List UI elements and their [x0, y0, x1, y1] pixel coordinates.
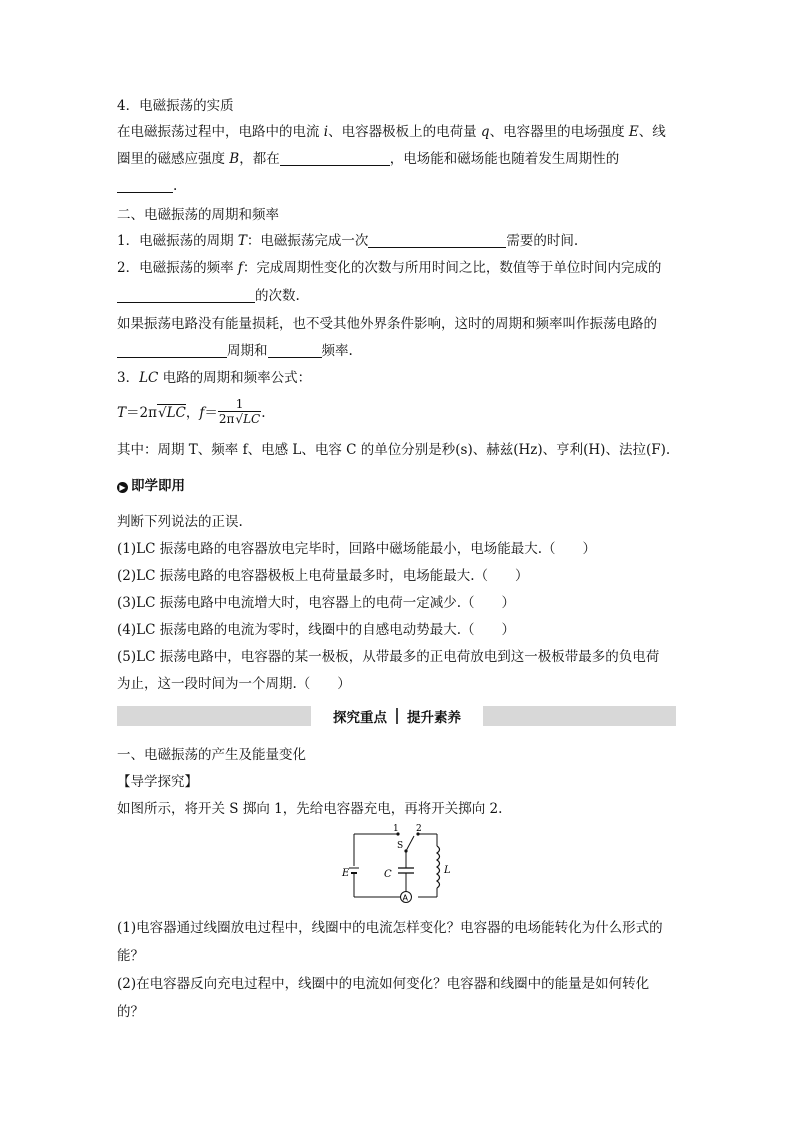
lc-circuit-diagram: [340, 824, 455, 906]
natural-period-paragraph: 如果振荡电路没有能量损耗，也不受其他外界条件影响，这时的周期和频率叫作振荡电路的: [117, 316, 657, 332]
text-run: 周期和: [227, 343, 268, 359]
section-4-paragraph-line-3: [117, 176, 177, 196]
symbol-LC: LC: [139, 370, 159, 386]
fill-blank[interactable]: [117, 343, 227, 358]
symbol-E: E: [628, 124, 639, 140]
text-run: 、线: [638, 124, 666, 140]
play-icon: ▶: [117, 482, 128, 493]
ammeter-label-A: A: [402, 893, 408, 903]
banner-left-text: 探究重点: [333, 710, 387, 726]
text-run: ：完成周期性变化的次数与所用时间之比，数值等于单位时间内完成的: [242, 260, 662, 276]
practice-item-3[interactable]: (3)LC 振荡电路中电流增大时，电容器上的电荷一定减少.（ ）: [117, 595, 515, 611]
practice-intro: 判断下列说法的正误.: [117, 514, 243, 530]
practice-title: 即学即用: [131, 478, 185, 494]
text-run: ，电场能和磁场能也随着发生周期性的: [389, 151, 620, 167]
banner-divider: [396, 708, 398, 724]
symbol-i: i: [323, 124, 329, 140]
switch-blade: [406, 836, 414, 851]
symbol-T: T: [117, 405, 127, 421]
period-frequency-formula: [117, 398, 266, 428]
natural-period-paragraph-cont: [117, 341, 353, 361]
question-2-line-1: (2)在电容器反向充电过程中，线圈中的电流如何变化？电容器和线圈中的能量是如何转化: [117, 976, 650, 992]
text-run: 2π: [218, 411, 235, 426]
fill-blank[interactable]: [280, 151, 390, 166]
practice-item-5-cont[interactable]: 为止，这一段时间为一个周期.（ ）: [117, 676, 351, 692]
text-run: ，都在: [239, 151, 280, 167]
fill-blank[interactable]: [368, 233, 506, 248]
text-run: 在电磁振荡过程中，电路中的电流: [117, 124, 324, 140]
question-1-line-2: 能？: [117, 948, 144, 964]
symbol-LC: LC: [166, 405, 186, 421]
text-run: .: [261, 405, 266, 421]
fill-blank[interactable]: [117, 288, 255, 303]
fill-blank[interactable]: [117, 178, 173, 193]
text-run: 的次数.: [255, 288, 300, 304]
symbol-q: q: [480, 124, 490, 140]
switch-label-2: 2: [416, 824, 422, 834]
text-run: ＝2π: [126, 405, 157, 421]
sqrt-LC: √LC: [157, 405, 186, 421]
text-run: .: [173, 178, 178, 194]
text-run: ＝: [204, 405, 218, 421]
symbol-T: T: [237, 233, 247, 249]
fraction: [218, 398, 261, 426]
section-2-heading: 二、电磁振荡的周期和频率: [117, 207, 279, 223]
symbol-LC: LC: [243, 411, 261, 426]
text-run: 圈里的磁感应强度: [117, 151, 230, 167]
inductor-label-L: L: [444, 865, 451, 876]
period-definition: [117, 231, 578, 251]
units-note: 其中：周期 T、频率 f、电感 L、电容 C 的单位分别是秒(s)、赫兹(Hz)、亨利(H)、法拉(F).: [117, 442, 671, 458]
practice-item-5[interactable]: (5)LC 振荡电路中，电容器的某一极板，从带最多的正电荷放电到这一极板带最多的负电荷: [117, 649, 660, 665]
section-banner: [117, 706, 676, 726]
explore-intro: 如图所示，将开关 S 掷向 1，先给电容器充电，再将开关掷向 2.: [117, 801, 503, 817]
text-run: ，: [185, 405, 200, 421]
practice-heading: [117, 476, 185, 496]
banner-right-text: 提升素养: [407, 710, 461, 726]
frequency-definition-cont: [117, 286, 300, 306]
section-4-paragraph-line-2: [117, 149, 619, 169]
text-run: 电路的周期和频率公式：: [158, 370, 312, 386]
text-run: 1．电磁振荡的周期: [117, 233, 238, 249]
text-run: 3．: [117, 370, 140, 386]
practice-item-4[interactable]: (4)LC 振荡电路的电流为零时，线圈中的自感电动势最大.（ ）: [117, 622, 515, 638]
battery-label-E: E: [342, 868, 350, 879]
symbol-B: B: [229, 151, 240, 167]
text-run: ：电磁振荡完成一次: [246, 233, 369, 249]
fill-blank[interactable]: [268, 343, 322, 358]
text-run: 、电容器里的电场强度: [489, 124, 629, 140]
explore-heading: 一、电磁振荡的产生及能量变化: [117, 747, 306, 763]
text-run: 2．电磁振荡的频率: [117, 260, 238, 276]
explore-tag: 【导学探究】: [117, 774, 198, 790]
text-run: 需要的时间.: [506, 233, 579, 249]
banner-title: [311, 706, 483, 726]
practice-item-1[interactable]: (1)LC 振荡电路的电容器放电完毕时，回路中磁场能最小，电场能最大.（ ）: [117, 541, 596, 557]
switch-label-S: S: [397, 841, 404, 851]
capacitor-label-C: C: [384, 869, 392, 880]
section-4-heading: 4．电磁振荡的实质: [117, 98, 234, 114]
question-1-line-1: (1)电容器通过线圈放电过程中，线圈中的电流怎样变化？电容器的电场能转化为什么形式的: [117, 920, 663, 936]
symbol-f: f: [199, 405, 205, 421]
question-2-line-2: 的？: [117, 1004, 144, 1020]
frequency-definition: [117, 258, 661, 278]
practice-item-2[interactable]: (2)LC 振荡电路的电容器极板上电荷量最多时，电场能最大.（ ）: [117, 568, 529, 584]
formula-heading: [117, 368, 311, 388]
text-run: 频率.: [321, 343, 353, 359]
fraction-numerator: 1: [235, 396, 244, 411]
section-4-paragraph-line-1: [117, 122, 666, 142]
switch-label-1: 1: [393, 824, 399, 834]
fraction-denominator: 2π√LC: [218, 411, 261, 426]
symbol-f: f: [237, 260, 243, 276]
inductor-coil: [437, 846, 440, 888]
text-run: 、电容器极板上的电荷量: [328, 124, 481, 140]
